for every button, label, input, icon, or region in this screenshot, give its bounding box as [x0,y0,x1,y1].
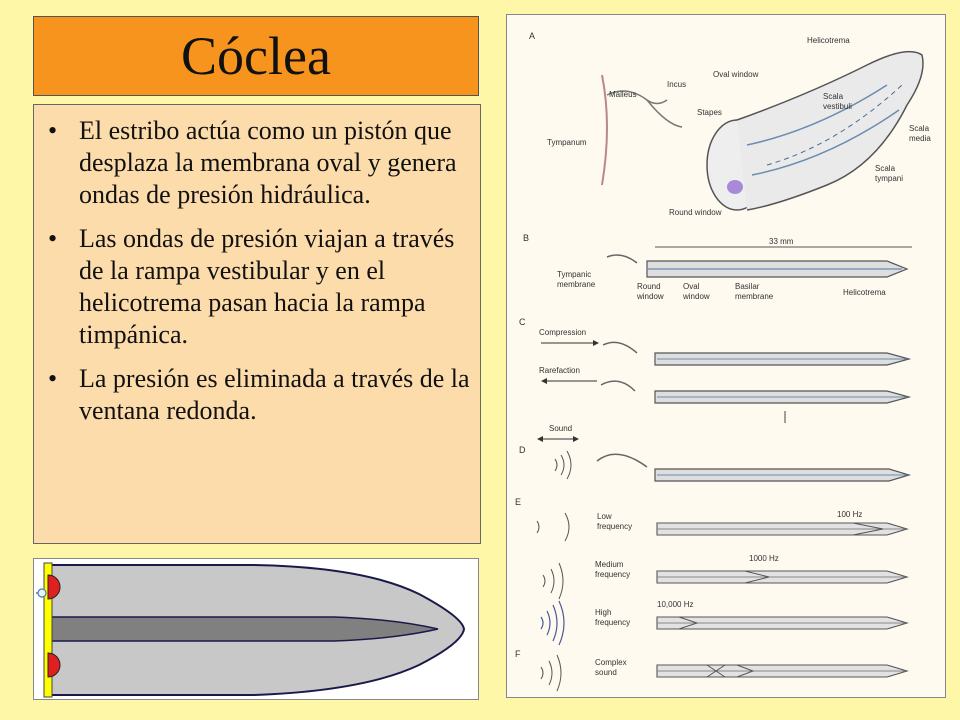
label-tympanic-2: membrane [557,280,596,289]
label-low-1: Low [597,512,612,521]
panel-b-length: 33 mm [769,237,794,246]
stapes-piston [38,589,46,597]
label-round-b-1: Round [637,282,661,291]
label-scala-vestibuli-2: vestibuli [823,102,852,111]
label-low-hz: 100 Hz [837,510,863,519]
label-medium-2: frequency [595,570,631,579]
panel-c-drawing [541,340,909,423]
bullet-marker: • [48,364,58,393]
label-complex-2: sound [595,668,617,677]
label-malleus: Malleus [609,90,637,99]
label-helicotrema-b: Helicotrema [843,288,886,297]
panel-e-drawing [537,513,907,645]
bullet-item [46,223,472,351]
label-helicotrema-a: Helicotrema [807,36,850,45]
bullet-list [46,115,472,427]
label-oval-b-1: Oval [683,282,700,291]
label-low-2: frequency [597,522,633,531]
label-scala-media-1: Scala [909,124,930,133]
panel-b-drawing [607,247,912,277]
bullet-item [46,115,472,211]
panel-letter-c: C [519,317,526,327]
label-oval-b-2: window [683,292,710,301]
label-tympanic-1: Tympanic [557,270,592,279]
bullet-text: La presión es eliminada a través de la ventana redonda. [79,364,470,425]
cochlear-partition [50,617,438,641]
label-high-2: frequency [595,618,631,627]
label-round-b-2: window [637,292,664,301]
panel-letter-a: A [529,31,536,41]
bullet-marker: • [48,116,58,145]
label-incus: Incus [667,80,687,89]
cochlea-schematic [33,558,479,700]
label-medium-1: Medium [595,560,624,569]
label-sound: Sound [549,424,573,433]
label-rarefaction: Rarefaction [539,366,580,375]
panel-d-drawing [537,436,909,481]
label-high-hz: 10,000 Hz [657,600,694,609]
panel-a-cochlea-drawing [602,52,923,210]
bullet-text: El estribo actúa como un pistón que desplaza la membrana oval y genera ondas de presión hidráulica. [79,116,457,209]
label-stapes: Stapes [697,108,722,117]
label-scala-media-2: media [909,134,931,143]
bullet-text-box [33,104,481,544]
bullet-text: Las ondas de presión viajan a través de la rampa vestibular y en el helicotrema pasan hacia la rampa timpánica. [79,224,455,349]
label-scala-vestibuli-1: Scala [823,92,844,101]
label-basilar-1: Basilar [735,282,760,291]
label-medium-hz: 1000 Hz [749,554,779,563]
label-round-window-a: Round window [669,208,722,217]
panel-letter-d: D [519,445,526,455]
slide-title: Cóclea [181,26,331,86]
label-high-1: High [595,608,612,617]
cochlea-figure [506,14,946,698]
label-complex-1: Complex [595,658,627,667]
label-oval-window-a: Oval window [713,70,759,79]
label-compression: Compression [539,328,587,337]
bullet-marker: • [48,224,58,253]
cochlea-schematic-svg [34,559,480,701]
label-scala-tympani-2: tympani [875,174,904,183]
label-tympanum: Tympanum [547,138,587,147]
label-basilar-2: membrane [735,292,774,301]
panel-letter-e: E [515,497,522,507]
bullet-item [46,363,472,427]
label-scala-tympani-1: Scala [875,164,896,173]
slide-title-box [33,16,479,96]
panel-letter-f: F [515,649,521,659]
cochlea-figure-svg [507,15,947,699]
panel-letter-b: B [523,233,530,243]
